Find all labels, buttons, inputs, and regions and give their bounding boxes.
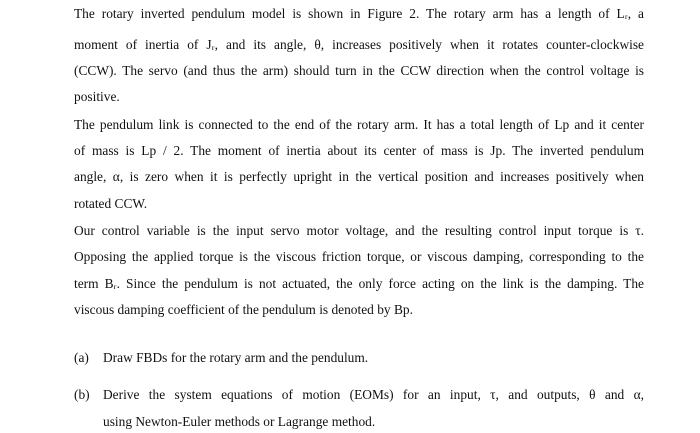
- paragraph-1-line-3: (CCW). The servo (and thus the arm) should turn in the CCW direction when the control voltage is: [74, 63, 644, 78]
- paragraph-1-line-1: The rotary inverted pendulum model is shown in Figure 2. The rotary arm has a length of Lᵣ, a: [74, 6, 644, 21]
- question-b-label: (b): [74, 387, 90, 402]
- paragraph-3-line-1: Our control variable is the input servo motor voltage, and the resulting control input torque is τ.: [74, 223, 644, 238]
- paragraph-1-line-2: moment of inertia of Jᵣ, and its angle, θ, increases positively when it rotates counter-clockwise: [74, 37, 644, 52]
- question-b-text-line-2: using Newton-Euler methods or Lagrange method.: [103, 414, 376, 429]
- paragraph-2-line-1: The pendulum link is connected to the end of the rotary arm. It has a total length of Lp and it center: [74, 117, 644, 132]
- question-b-line-1: [74, 386, 644, 404]
- question-a-label: (a): [74, 350, 89, 365]
- paragraph-1-line-4: positive.: [74, 89, 120, 104]
- question-a-text: Draw FBDs for the rotary arm and the pendulum.: [103, 350, 369, 365]
- paragraph-3-line-3: term Bᵣ. Since the pendulum is not actuated, the only force acting on the link is the damping. The: [74, 276, 644, 291]
- paragraph-2-line-2: of mass is Lp / 2. The moment of inertia about its center of mass is Jp. The inverted pendulum: [74, 143, 644, 158]
- paragraph-3-line-2: Opposing the applied torque is the viscous friction torque, or viscous damping, corresponding to the: [74, 249, 644, 264]
- question-b-text-line-1: Derive the system equations of motion (EOMs) for an input, τ, and outputs, θ and α,: [103, 387, 644, 402]
- paragraph-3-line-4: viscous damping coefficient of the pendulum is denoted by Bp.: [74, 302, 413, 317]
- paragraph-2-line-3: angle, α, is zero when it is perfectly upright in the vertical position and increases positively when: [74, 169, 644, 184]
- question-a: [74, 349, 368, 367]
- paragraph-2-line-4: rotated CCW.: [74, 196, 148, 211]
